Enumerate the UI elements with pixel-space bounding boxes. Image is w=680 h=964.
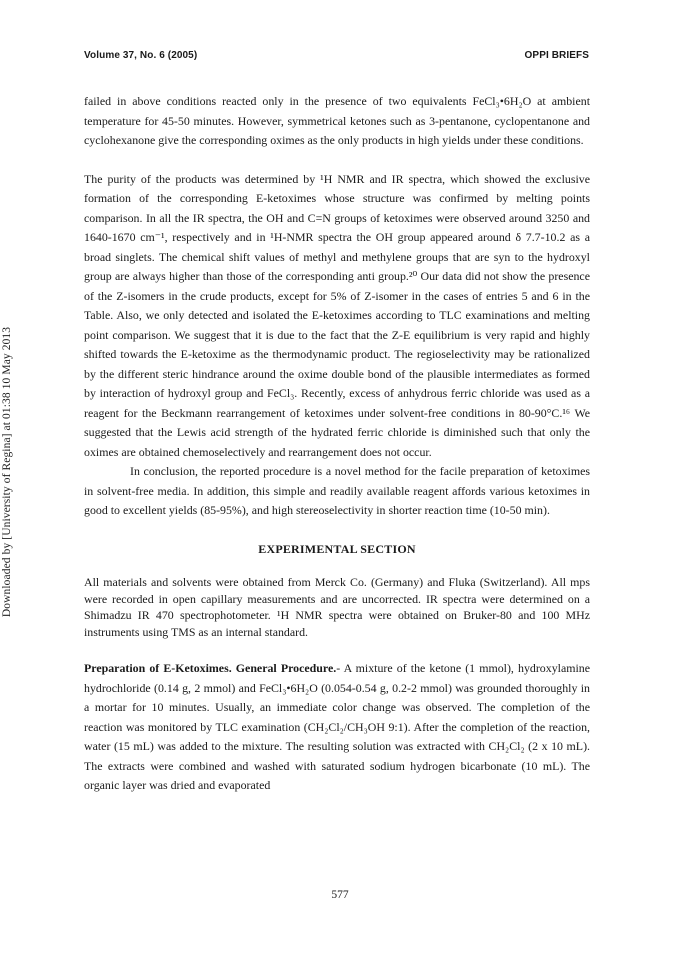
paragraph-materials: All materials and solvents were obtained from Merck Co. (Germany) and Fluka (Switzerland). All mps were recorded in open capillary measurements and are uncorrected. IR spectra were determined on a Shimadzu IR 470 spectrophotometer. ¹H NMR spectra were obtained on Bruker-80 and 100 MHz instruments using TMS as an internal standard. (84, 575, 590, 639)
running-head-section: OPPI BRIEFS (524, 50, 589, 61)
paragraph-procedure (84, 659, 590, 796)
page-number: 577 (331, 889, 349, 901)
download-watermark (0, 0, 14, 964)
procedure-body: - A mixture of the ketone (1 mmol), hydroxylamine hydrochloride (0.14 g, 2 mmol) and FeCl₃•6H₂O (0.054-0.54 g, 0.2-2 mmol) was grounded thoroughly in a mortar for 10 minutes. Usually, an immediate color change was observed. The completion of the reaction was monitored by TLC examination (CH₂Cl₂/CH₃OH 9:1). After the completion of the reaction, water (15 mL) was added to the mixture. The resulting solution was extracted with CH₂Cl₂ (2 x 10 mL). The extracts were combined and washed with saturated sodium hydrogen bicarbonate (10 mL). The organic layer was dried and evaporated (84, 661, 590, 792)
section-heading: EXPERIMENTAL SECTION (258, 541, 416, 556)
paragraph-1: failed in above conditions reacted only in the presence of two equivalents FeCl₃•6H₂O at ambient temperature for 45-50 minutes. However, symmetrical ketones such as 3-pentanone, cyclopentanone and cyclohexanone give the corresponding oximes as the only products in high yields under these conditions. (84, 94, 590, 147)
watermark-text: Downloaded by [University of Regina] at 01:38 10 May 2013 (1, 326, 13, 618)
running-head-volume: Volume 37, No. 6 (2005) (84, 50, 198, 61)
running-head (84, 50, 589, 61)
paragraph-2: The purity of the products was determined by ¹H NMR and IR spectra, which showed the exclusive formation of the corresponding E-ketoximes whose structure was confirmed by melting points comparison. In all the IR spectra, the OH and C=N groups of ketoximes were observed around 3250 and 1640-1670 cm⁻¹, respectively and in ¹H-NMR spectra the OH group appeared around δ 7.7-10.2 as a broad singlets. The chemical shift values of methyl and methylene groups that are syn to the hydroxyl group are always higher than those of the corresponding anti group.²⁰ Our data did not show the presence of the Z-isomers in the crude products, except for 5% of Z-isomer in the cases of entries 5 and 6 in the Table. Also, we only detected and isolated the E-ketoximes according to TLC examinations and melting point comparison. We suggest that it is due to the fact that the Z-E equilibrium is very rapid and highly shifted towards the E-ketoxime as the thermodynamic product. The regioselectivity may be rationalized by the different steric hindrance around the oxime double bond of the plausible intermediates as formed by interaction of hydroxyl group and FeCl₃. Recently, excess of anhydrous ferric chloride was used as a reagent for the Beckmann rearrangement of ketoximes under solvent-free conditions in 80-90°C.¹⁶ We suggested that the Lewis acid strength of the hydrated ferric chloride is diminished such that only the oximes are obtained chemoselectively and rearrangement does not occur. (84, 171, 590, 459)
paragraph-conclusion: In conclusion, the reported procedure is a novel method for the facile preparation of ketoximes in solvent-free media. In addition, this simple and readily available reagent affords various ketoximes in good to excellent yields (85-95%), and high stereoselectivity in shorter reaction time (10-50 min). (84, 464, 590, 517)
article-body (84, 92, 590, 796)
procedure-title: Preparation of E-Ketoximes. General Procedure. (84, 661, 337, 675)
